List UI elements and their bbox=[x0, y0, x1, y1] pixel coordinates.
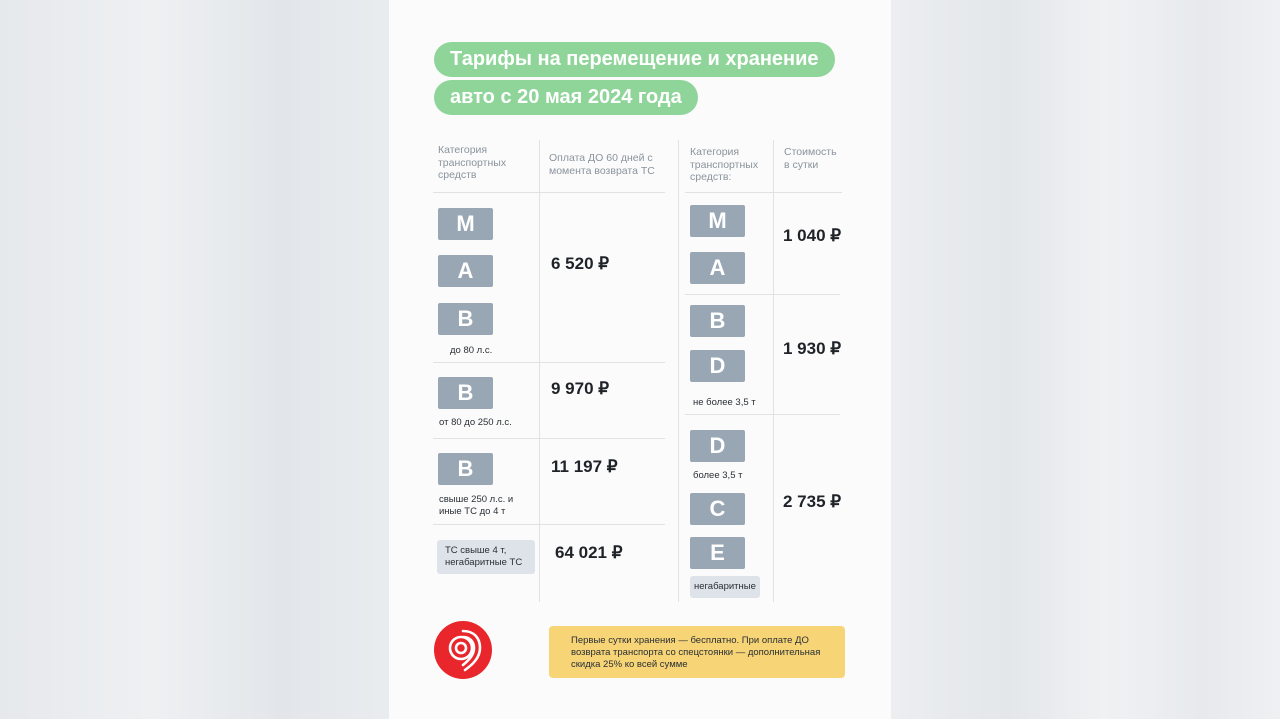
row-note: свыше 250 л.с. и иные ТС до 4 т bbox=[439, 494, 514, 517]
left-column-divider bbox=[539, 140, 540, 602]
category-badge-b: B bbox=[438, 377, 493, 409]
price-value: 1 040 ₽ bbox=[783, 226, 842, 245]
price-value: 1 930 ₽ bbox=[783, 339, 842, 358]
price-value: 11 197 ₽ bbox=[551, 457, 618, 476]
row-note: до 80 л.с. bbox=[450, 345, 493, 356]
table-divider bbox=[678, 140, 679, 602]
right-row-rule bbox=[685, 294, 840, 295]
category-badge-d: D bbox=[690, 350, 745, 382]
left-header-category: Категория транспортных средств bbox=[438, 144, 507, 181]
right-column-divider bbox=[773, 140, 774, 602]
price-value: 64 021 ₽ bbox=[555, 543, 623, 562]
category-badge-d: D bbox=[690, 430, 745, 462]
category-badge-e: E bbox=[690, 537, 745, 569]
price-value: 2 735 ₽ bbox=[783, 492, 842, 511]
left-row-rule bbox=[433, 362, 665, 363]
row-note: не более 3,5 т bbox=[693, 397, 756, 408]
left-row-rule bbox=[433, 524, 665, 525]
right-header-cost: Стоимость в сутки bbox=[784, 146, 837, 171]
discount-note: Первые сутки хранения — бесплатно. При оплате ДО возврата транспорта со спецстоянки — дополнительная скидка 25% ко всей сумме bbox=[549, 626, 845, 678]
right-header-category: Категория транспортных средств: bbox=[690, 146, 759, 183]
category-badge-m: M bbox=[690, 205, 745, 237]
title-line-2: авто с 20 мая 2024 года bbox=[434, 80, 698, 115]
title-line-1: Тарифы на перемещение и хранение bbox=[434, 42, 835, 77]
background-right bbox=[890, 0, 1280, 719]
category-badge-c: C bbox=[690, 493, 745, 525]
right-header-rule bbox=[685, 192, 842, 193]
left-row-rule bbox=[433, 438, 665, 439]
right-row-rule bbox=[685, 414, 840, 415]
category-badge-a: A bbox=[690, 252, 745, 284]
oversize-chip: ТС свыше 4 т, негабаритные ТС bbox=[437, 540, 535, 574]
category-badge-b: B bbox=[690, 305, 745, 337]
moscow-transport-logo bbox=[434, 621, 492, 679]
category-badge-a: A bbox=[438, 255, 493, 287]
left-header-payment: Оплата ДО 60 дней с момента возврата ТС bbox=[549, 152, 655, 177]
category-badge-b: B bbox=[438, 303, 493, 335]
price-value: 6 520 ₽ bbox=[551, 254, 610, 273]
category-badge-m: M bbox=[438, 208, 493, 240]
row-note: более 3,5 т bbox=[693, 470, 743, 481]
price-value: 9 970 ₽ bbox=[551, 379, 610, 398]
row-note: от 80 до 250 л.с. bbox=[439, 417, 512, 428]
oversize-chip: негабаритные bbox=[690, 576, 760, 598]
category-badge-b: B bbox=[438, 453, 493, 485]
left-header-rule bbox=[433, 192, 665, 193]
